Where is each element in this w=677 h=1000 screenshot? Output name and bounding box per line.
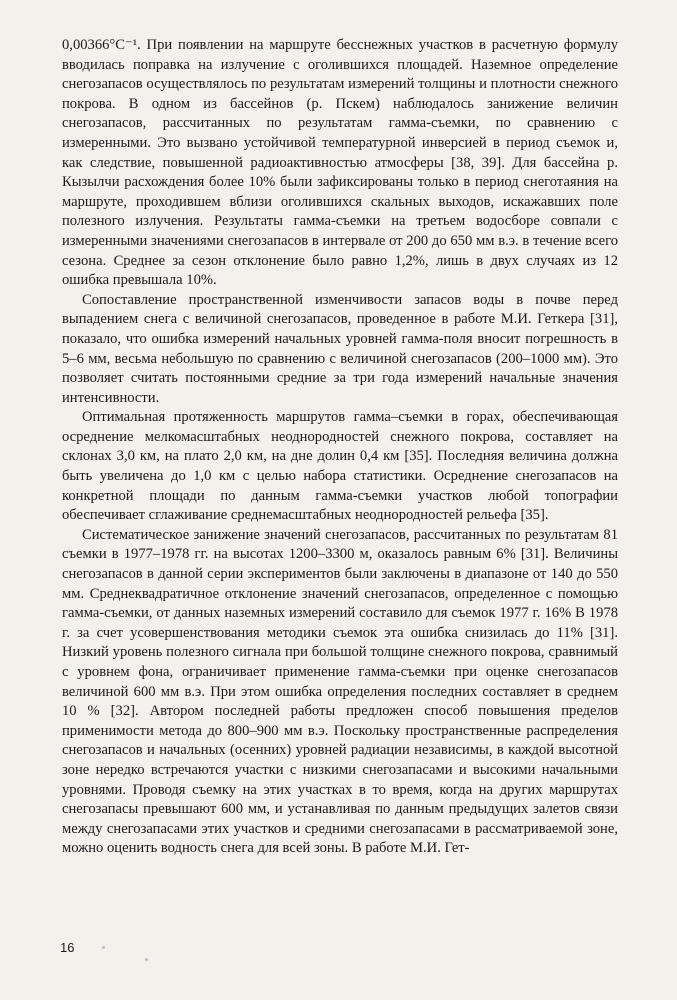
body-text	[62, 36, 618, 859]
paragraph-4: Систематическое занижение значений снегозапасов, рассчитанных по результатам 81 съемки в 1977–1978 гг. на высотах 1200–3300 м, оказалось равным 6% [31]. Величины снегозапасов в данной серии экспериментов были заключены в диапазоне от 140 до 550 мм. Среднеквадратичное отклонение значений снегозапасов, определенное с помощью гамма-съемки, от данных наземных измерений составило для съемок 1977 г. 16% В 1978 г. за счет усовершенствования методики съемок эта ошибка снизилась до 11% [31]. Низкий уровень полезного сигнала при большой толщине снежного покрова, сравнимый с уровнем фона, ограничивает применение гамма-съемки при оценке снегозапасов величиной 600 мм в.э. При этом ошибка определения последних составляет в среднем 10 % [32]. Автором последней работы предложен способ повышения пределов применимости метода до 800–900 мм в.э. Поскольку пространственные распределения снегозапасов и начальных (осенних) уровней радиации независимы, в каждой высотной зоне нередко встречаются участки с низкими снегозапасами и высокими начальными уровнями. Проводя съемку на этих участках в то время, когда на других маршрутах снегозапасы превышают 600 мм, и устанавливая по данным предыдущих залетов связи между снегозапасами этих участков и средними снегозапасами в рассматриваемой зоне, можно оценить водность снега для всей зоны. В работе М.И. Гет-	[62, 526, 618, 857]
paragraph-1: 0,00366°С⁻¹. При появлении на маршруте бесснежных участков в расчетную формулу вводилась поправка на излучение с оголившихся площадей. Наземное определение снегозапасов осуществлялось по результатам измерений толщины и плотности снежного покрова. В одном из бассейнов (р. Пскем) наблюдалось занижение величин снегозапасов, рассчитанных по результатам гамма-съемки, по сравнению с измеренными. Это вызвано устойчивой температурной инверсией в период съемок и, как следствие, повышенной радиоактивностью атмосферы [38, 39]. Для бассейна р. Кызылчи расхождения более 10% были зафиксированы только в период снеготаяния на маршруте, проходившем вблизи оголившихся скальных выходов, искажавших поле полезного излучения. Результаты гамма-съемки на третьем водосборе совпали с измеренными значениями снегозапасов в интервале от 200 до 650 мм в.э. в течение всего сезона. Среднее за сезон отклонение было равно 1,2%, лишь в двух случаях из 12 ошибка превышала 10%.	[62, 37, 618, 289]
paragraph-3: Оптимальная протяженность маршрутов гамма–съемки в горах, обеспечивающая осреднение мелкомасштабных неоднородностей снежного покрова, составляет на склонах 3,0 км, на плато 2,0 км, на дне долин 0,4 км [35]. Последняя величина должна быть увеличена до 1,0 км с целью набора статистики. Осреднение снегозапасов на конкретной площади по данным гамма-съемки участков любой топографии обеспечивает сглаживание среднемасштабных неоднородностей рельефа [35].	[62, 409, 618, 524]
scan-speck	[145, 958, 148, 961]
page-number: 16	[60, 940, 75, 955]
scan-speck	[102, 946, 105, 949]
paragraph-2: Сопоставление пространственной изменчивости запасов воды в почве перед выпадением снега с величиной снегозапасов, проведенное в работе М.И. Геткера [31], показало, что ошибка измерений начальных уровней гамма-поля вносит погрешность в 5–6 мм, весьма небольшую по сравнению с величиной снегозапасов (200–1000 мм). Это позволяет считать постоянными средние за три года измерений начальные значения интенсивности.	[62, 291, 618, 406]
